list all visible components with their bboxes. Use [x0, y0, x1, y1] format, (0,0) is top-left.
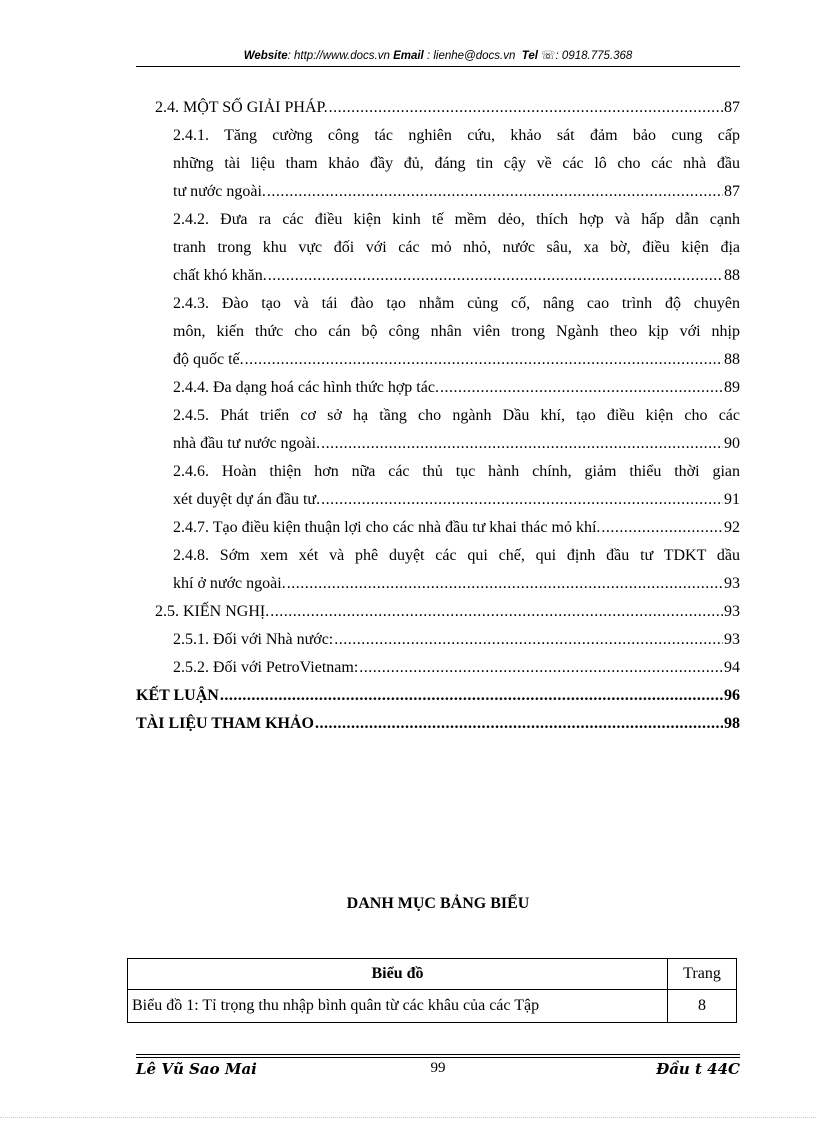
toc-dot-leader — [270, 598, 723, 626]
toc-dot-leader — [268, 262, 723, 290]
toc-entry-last-line — [136, 682, 740, 710]
toc-entry-last-line — [173, 346, 740, 374]
author-name: Lê Vũ Sao Mai — [136, 1060, 257, 1078]
toc-entry[interactable] — [173, 458, 740, 514]
toc-page-number: 93 — [724, 575, 740, 592]
email-label: Email — [393, 50, 424, 62]
toc-entry-title: độ quốc tế. — [173, 351, 244, 368]
toc-entry-title: 2.4. MỘT SỐ GIẢI PHÁP. — [155, 99, 328, 116]
toc-entry-last-line — [155, 94, 740, 122]
toc-entry-text-line: 2.4.8. Sớm xem xét và phê duyệt các qui chế, qui định đầu tư TDKT dầu — [173, 547, 740, 564]
toc-page-number: 93 — [724, 631, 740, 648]
toc-entry[interactable] — [173, 206, 740, 290]
toc-dot-leader — [220, 682, 723, 710]
toc-entry-text-line: 2.4.2. Đưa ra các điều kiện kinh tế mềm dẻo, thích hợp và hấp dẫn cạnh — [173, 211, 740, 228]
toc-dot-leader — [287, 570, 723, 598]
toc-entry-text-line: 2.4.1. Tăng cường công tác nghiên cứu, khảo sát đảm bảo cung cấp — [173, 127, 740, 144]
toc-entry[interactable] — [155, 598, 740, 626]
footer-divider-bottom — [136, 1057, 740, 1058]
table-row — [128, 990, 737, 1023]
toc-page-number: 94 — [724, 659, 740, 676]
toc-entry-title: 2.4.4. Đa dạng hoá các hình thức hợp tác. — [173, 379, 439, 396]
toc-entry[interactable] — [136, 682, 740, 710]
toc-entry[interactable] — [136, 710, 740, 738]
toc-dot-leader — [321, 486, 723, 514]
toc-entry-text-line: 2.4.3. Đào tạo và tái đào tạo nhằm củng cố, nâng cao trình độ chuyên — [173, 295, 740, 312]
toc-entry-last-line — [173, 654, 740, 682]
toc-entry-last-line — [155, 598, 740, 626]
toc-entry-title: 2.4.7. Tạo điều kiện thuận lợi cho các nhà đầu tư khai thác mỏ khí. — [173, 519, 601, 536]
page-header — [136, 48, 740, 62]
toc-entry[interactable] — [173, 542, 740, 598]
toc-page-number: 88 — [724, 267, 740, 284]
toc-page-number: 98 — [724, 715, 740, 732]
class-name: Đầu t 44C — [656, 1060, 740, 1078]
row-item: Biểu đồ 1: Tỉ trọng thu nhập bình quân từ các khâu của các Tập — [128, 990, 668, 1023]
toc-entry[interactable] — [173, 514, 740, 542]
tel-value: : 0918.775.368 — [555, 50, 633, 62]
toc-entry-title: khí ở nước ngoài. — [173, 575, 286, 592]
toc-entry-text-line: những tài liệu tham khảo đầy đủ, đáng tin cậy về các lô cho các nhà đầu — [173, 155, 740, 172]
email-value: : lienhe@docs.vn — [423, 50, 516, 62]
toc-entry-last-line — [173, 486, 740, 514]
toc-entry-text-line: môn, kiến thức cho cán bộ công nhân viên trong Ngành theo kịp với nhịp — [173, 323, 740, 340]
page-number: 99 — [430, 1060, 446, 1076]
toc-entry[interactable] — [173, 654, 740, 682]
toc-page-number: 90 — [724, 435, 740, 452]
page-footer — [136, 1060, 740, 1082]
toc-entry-title: 2.5.1. Đối với Nhà nước: — [173, 631, 334, 648]
toc-dot-leader — [329, 94, 723, 122]
header-page: Trang — [668, 959, 737, 990]
row-page: 8 — [668, 990, 737, 1023]
toc-page-number: 93 — [724, 603, 740, 620]
footer-divider-top — [136, 1054, 740, 1055]
toc-entry[interactable] — [173, 402, 740, 458]
header-item: Biểu đồ — [128, 959, 668, 990]
toc-entry-last-line — [173, 178, 740, 206]
toc-entry-title: nhà đầu tư nước ngoài. — [173, 435, 321, 452]
toc-entry[interactable] — [173, 626, 740, 654]
figures-table — [127, 958, 737, 1023]
toc-page-number: 87 — [724, 183, 740, 200]
toc-entry-last-line — [173, 626, 740, 654]
toc-entry-text-line: 2.4.5. Phát triển cơ sở hạ tầng cho ngành Dầu khí, tạo điều kiện cho các — [173, 407, 740, 424]
toc-entry[interactable] — [155, 94, 740, 122]
toc-entry-title: xét duyệt dự án đầu tư. — [173, 491, 321, 508]
toc-entry[interactable] — [173, 290, 740, 374]
toc-entry-last-line — [173, 514, 740, 542]
toc-dot-leader — [440, 374, 723, 402]
toc-entry-title: TÀI LIỆU THAM KHẢO — [136, 715, 314, 732]
toc-entry-last-line — [173, 430, 740, 458]
website-value: : http://www.docs.vn — [287, 50, 390, 62]
table-of-contents — [136, 94, 740, 738]
toc-entry-last-line — [136, 710, 740, 738]
toc-dot-leader — [267, 178, 723, 206]
toc-page-number: 88 — [724, 351, 740, 368]
toc-dot-leader — [334, 626, 723, 654]
toc-dot-leader — [359, 654, 723, 682]
page-edge-line — [0, 1117, 816, 1118]
toc-page-number: 89 — [724, 379, 740, 396]
toc-page-number: 92 — [724, 519, 740, 536]
toc-entry-title: 2.5.2. Đối với PetroVietnam: — [173, 659, 359, 676]
website-label: Website — [243, 50, 288, 62]
toc-page-number: 91 — [724, 491, 740, 508]
toc-entry-title: tư nước ngoài. — [173, 183, 266, 200]
toc-dot-leader — [315, 710, 723, 738]
toc-entry-title: 2.5. KIẾN NGHỊ. — [155, 603, 270, 620]
list-of-figures-title: DANH MỤC BẢNG BIỂU — [346, 895, 530, 912]
toc-entry-text-line: 2.4.6. Hoàn thiện hơn nữa các thủ tục hành chính, giảm thiểu thời gian — [173, 463, 740, 480]
toc-entry-text-line: tranh trong khu vực đối với các mỏ nhỏ, nước sâu, xa bờ, điều kiện địa — [173, 239, 740, 256]
table-header-row — [128, 959, 737, 990]
toc-entry-title: KẾT LUẬN — [136, 687, 219, 704]
header-divider — [136, 66, 740, 67]
toc-entry-last-line — [173, 374, 740, 402]
toc-page-number: 87 — [724, 99, 740, 116]
toc-dot-leader — [601, 514, 723, 542]
toc-page-number: 96 — [724, 687, 740, 704]
toc-dot-leader — [245, 346, 723, 374]
phone-icon: ☏ — [541, 50, 556, 62]
tel-label: Tel — [521, 50, 538, 62]
toc-entry[interactable] — [173, 122, 740, 206]
toc-entry[interactable] — [173, 374, 740, 402]
toc-entry-last-line — [173, 570, 740, 598]
toc-dot-leader — [321, 430, 723, 458]
toc-entry-last-line — [173, 262, 740, 290]
toc-entry-title: chất khó khăn. — [173, 267, 267, 284]
